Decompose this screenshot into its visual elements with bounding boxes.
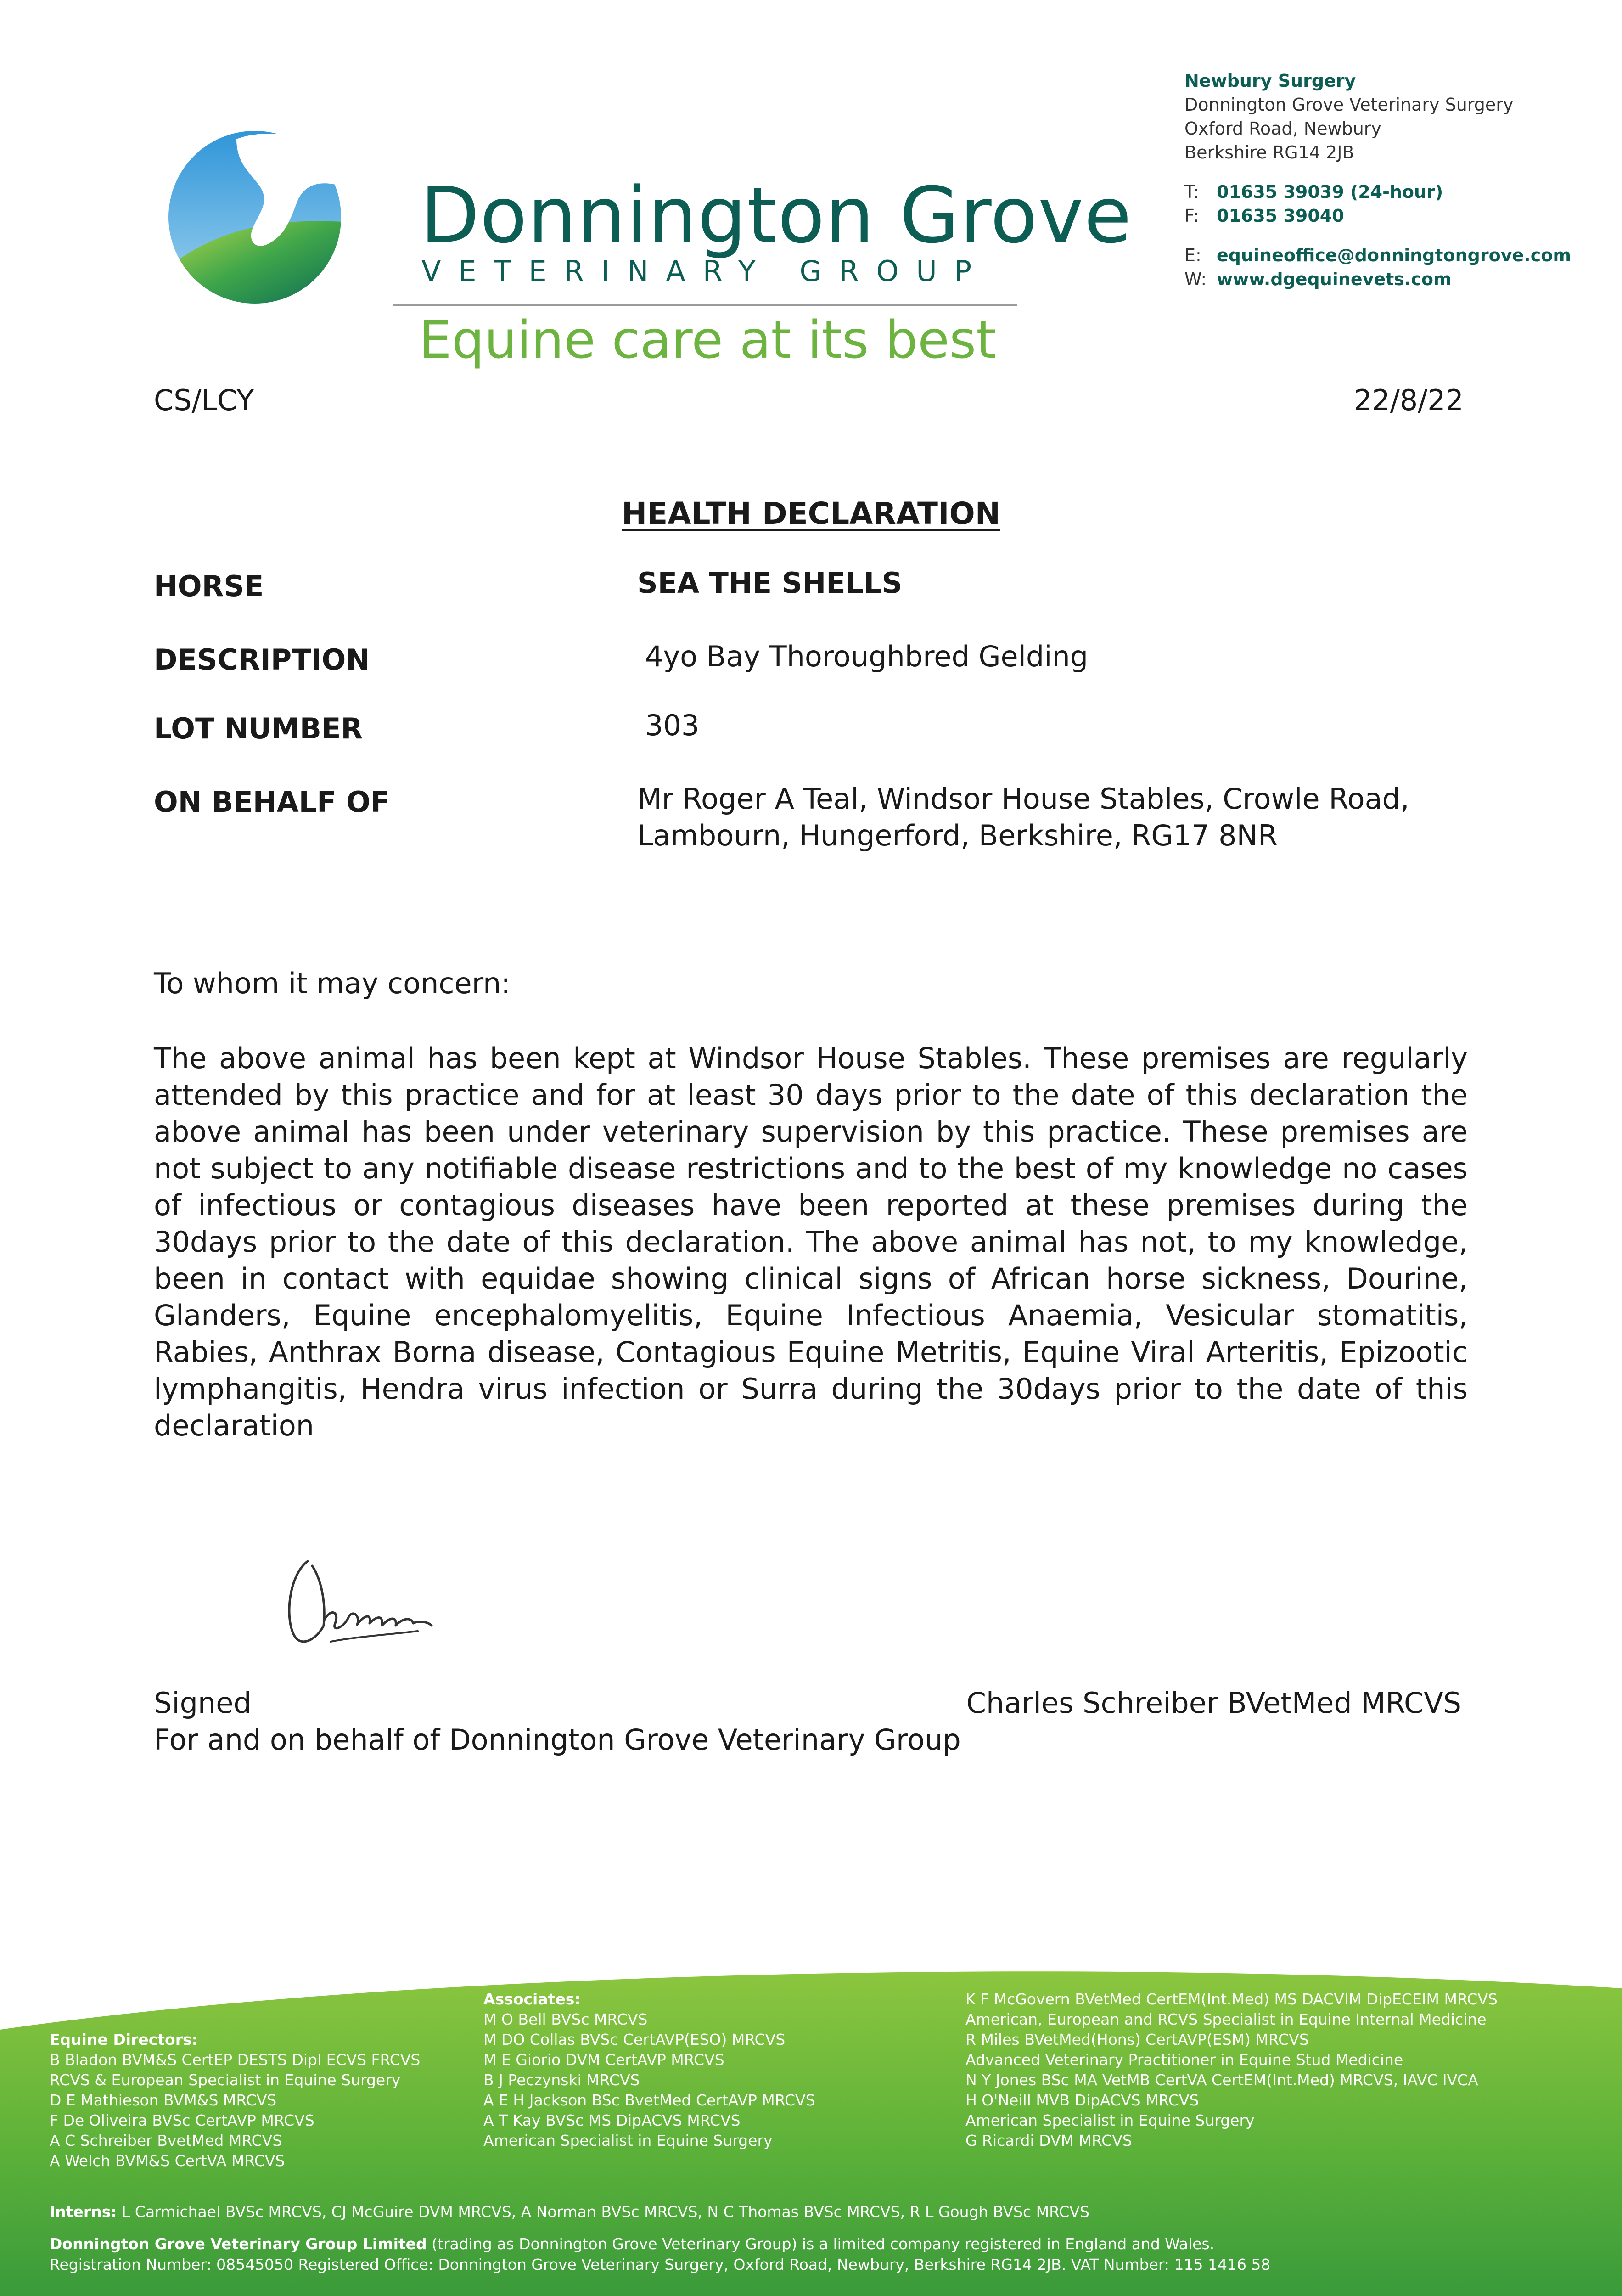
director-line: B Bladon BVM&S CertEP DESTS Dipl ECVS FRCVS — [50, 2051, 421, 2069]
lot-number-label: LOT NUMBER — [154, 712, 363, 745]
specialist-line: Advanced Veterinary Practitioner in Equine Stud Medicine — [965, 2051, 1403, 2069]
description-label: DESCRIPTION — [154, 643, 370, 676]
on-behalf-line: For and on behalf of Donnington Grove Veterinary Group — [154, 1723, 961, 1756]
associate-line: B J Peczynski MRCVS — [483, 2071, 640, 2089]
contact-block — [1184, 69, 1571, 291]
brand-subtitle: VETERINARY GROUP — [421, 254, 989, 288]
associate-line: M O Bell BVSc MRCVS — [483, 2010, 648, 2028]
company-text: (trading as Donnington Grove Veterinary Group) is a limited company registered in England and Wales. — [432, 2235, 1215, 2253]
specialist-line: K F McGovern BVetMed CertEM(Int.Med) MS DACVIM DipECEIM MRCVS — [965, 1990, 1498, 2008]
fax-label: F: — [1184, 206, 1199, 226]
directors-section — [50, 2030, 420, 2171]
on-behalf-label: ON BEHALF OF — [154, 785, 390, 819]
description-value: 4yo Bay Thoroughbred Gelding — [645, 640, 1089, 673]
telephone-label: T: — [1184, 182, 1199, 202]
heading-text: HEALTH DECLARATION — [622, 496, 1000, 531]
signed-label: Signed — [154, 1686, 252, 1720]
horse-label: HORSE — [154, 569, 264, 603]
associate-line: M E Giorio DVM CertAVP MRCVS — [483, 2051, 724, 2069]
specialist-line: American Specialist in Equine Surgery — [965, 2111, 1255, 2129]
associates-section — [483, 1989, 815, 2151]
signature-icon — [280, 1548, 455, 1667]
web-row — [1184, 267, 1571, 291]
specialist-line: H O'Neill MVB DipACVS MRCVS — [965, 2091, 1199, 2109]
email-row — [1184, 243, 1571, 267]
web-link[interactable]: www.dgequinevets.com — [1217, 269, 1452, 289]
telephone-number: 01635 39039 (24-hour) — [1217, 182, 1443, 202]
telephone-row — [1184, 180, 1571, 204]
address-line: Oxford Road, Newbury — [1184, 118, 1381, 139]
specialist-line: R Miles BVetMed(Hons) CertAVP(ESM) MRCVS — [965, 2031, 1309, 2048]
brand-name: Donnington Grove — [420, 170, 1132, 260]
company-line — [50, 2234, 1214, 2254]
email-label: E: — [1184, 245, 1201, 265]
associate-line: M DO Collas BVSc CertAVP(ESO) MRCVS — [483, 2031, 786, 2048]
specialist-line: N Y Jones BSc MA VetMB CertVA CertEM(Int.Med) MRCVS, IAVC IVCA — [965, 2071, 1478, 2089]
declaration-body: The above animal has been kept at Windsor House Stables. These premises are regularly attended by this practice and for at least 30 days prior to the date of this declaration the above animal has been under veterinary supervision by this practice. These premises are not subject to any notifiable disease restrictions and to the best of my knowledge no cases of infectious or contagious diseases have been reported at these premises during the 30days prior to the date of this declaration. The above animal has not, to my knowledge, been in contact with equidae showing clinical signs of African horse sickness, Dourine, Glanders, Equine encephalomyelitis, Equine Infectious Anaemia, Vesicular stomatitis, Rabies, Anthrax Borna disease, Contagious Equine Metritis, Equine Viral Arteritis, Epizootic lymphangitis, Hendra virus infection or Surra during the 30days prior to the date of this declaration — [154, 1041, 1468, 1442]
brand-divider — [393, 304, 1017, 306]
specialist-line: American, European and RCVS Specialist in Equine Internal Medicine — [965, 2010, 1487, 2028]
horse-value: SEA THE SHELLS — [637, 566, 903, 600]
specialist-line: G Ricardi DVM MRCVS — [965, 2132, 1132, 2150]
associate-line: A T Kay BVSc MS DipACVS MRCVS — [483, 2111, 741, 2129]
company-name: Donnington Grove Veterinary Group Limited — [50, 2235, 427, 2253]
associate-line: American Specialist in Equine Surgery — [483, 2132, 773, 2150]
address-line: Donnington Grove Veterinary Surgery — [1184, 95, 1514, 115]
directors-title: Equine Directors: — [50, 2031, 198, 2048]
logo-icon — [168, 130, 342, 304]
reference: CS/LCY — [154, 383, 254, 417]
fax-number: 01635 39040 — [1217, 206, 1344, 226]
interns-line — [50, 2202, 1089, 2222]
web-label: W: — [1184, 269, 1207, 289]
lot-number-value: 303 — [645, 709, 700, 742]
office-name: Newbury Surgery — [1184, 71, 1356, 91]
director-line: RCVS & European Specialist in Equine Surgery — [50, 2071, 401, 2089]
associates-title: Associates: — [483, 1990, 581, 2008]
director-line: F De Oliveira BVSc CertAVP MRCVS — [50, 2111, 314, 2129]
director-line: A Welch BVM&S CertVA MRCVS — [50, 2152, 285, 2170]
fax-row — [1184, 204, 1571, 228]
associate-line: A E H Jackson BSc BvetMed CertAVP MRCVS — [483, 2091, 815, 2109]
registration-line: Registration Number: 08545050 Registered Office: Donnington Grove Veterinary Surgery, Oxford Road, Newbury, Berkshire RG14 2JB. VAT Number: 115 1416 58 — [50, 2256, 1271, 2273]
director-line: D E Mathieson BVM&S MRCVS — [50, 2091, 277, 2109]
director-line: A C Schreiber BvetMed MRCVS — [50, 2132, 282, 2150]
signer-name: Charles Schreiber BVetMed MRCVS — [966, 1686, 1461, 1720]
email-link[interactable]: equineoffice@donningtongrove.com — [1217, 245, 1571, 265]
greeting: To whom it may concern: — [154, 967, 511, 1000]
tagline: Equine care at its best — [419, 310, 997, 370]
letter-date: 22/8/22 — [1353, 383, 1464, 417]
interns-title: Interns: — [50, 2203, 117, 2221]
address-line: Berkshire RG14 2JB — [1184, 142, 1354, 163]
document-heading — [0, 496, 1622, 531]
on-behalf-value: Mr Roger A Teal, Windsor House Stables, Crowle Road, Lambourn, Hungerford, Berkshire, RG17 8NR — [637, 782, 1409, 852]
specialists-section — [965, 1989, 1498, 2151]
interns-text: L Carmichael BVSc MRCVS, CJ McGuire DVM MRCVS, A Norman BVSc MRCVS, N C Thomas BVSc MRCVS, R L Gough BVSc MRCVS — [122, 2203, 1089, 2221]
